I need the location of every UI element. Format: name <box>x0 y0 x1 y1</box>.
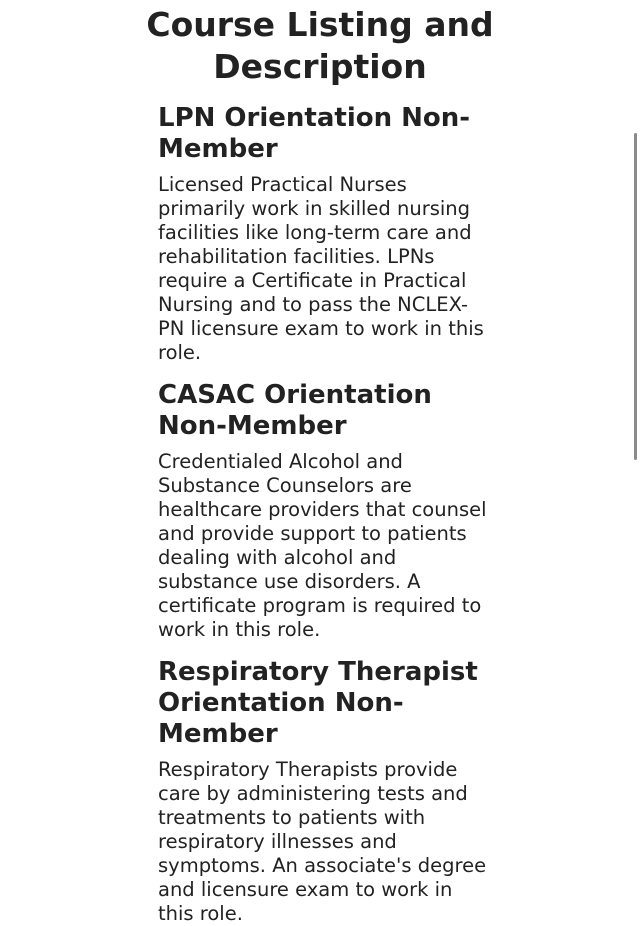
course-item-casac <box>158 380 488 642</box>
course-title: LPN Orientation Non-Member <box>158 103 471 164</box>
course-description: Credentialed Alcohol and Substance Counselors are healthcare providers that counsel and provide support to patients dealing with alcohol and substance use disorders. A certificate program is required to work in this role. <box>158 450 487 641</box>
course-description: Licensed Practical Nurses primarily work in skilled nursing facilities like long-term care and rehabilitation facilities. LPNs require a Certificate in Practical Nursing and to pass the NCLEX-PN licensure exam to work in this role. <box>158 173 484 364</box>
course-item-respiratory-therapist <box>158 657 488 926</box>
course-title: CASAC Orientation Non-Member <box>158 380 432 441</box>
page-title: Course Listing and Description <box>146 5 494 86</box>
course-title: Respiratory Therapist Orientation Non-Member <box>158 657 478 749</box>
scrollbar-thumb[interactable] <box>634 133 637 460</box>
course-description: Respiratory Therapists provide care by administering tests and treatments to patients with respiratory illnesses and symptoms. An associate's degree and licensure exam to work in this role. <box>158 758 487 925</box>
course-item-lpn <box>158 103 488 365</box>
scrollbar[interactable] <box>632 0 640 853</box>
